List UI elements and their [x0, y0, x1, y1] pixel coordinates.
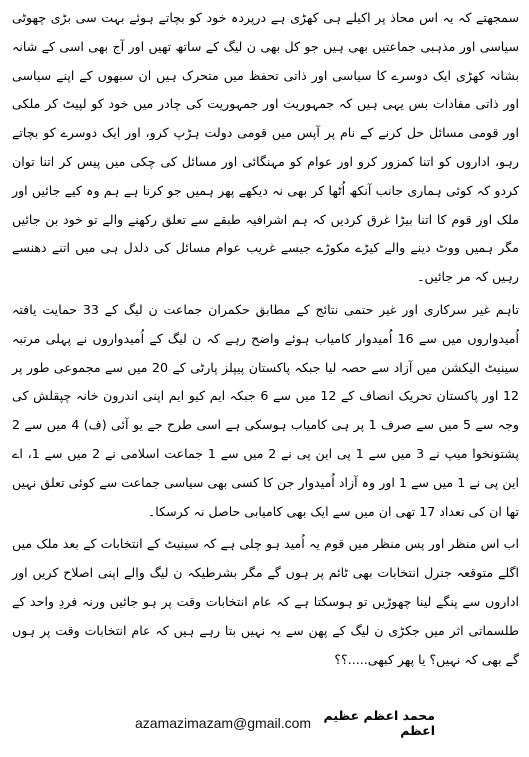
article-body: [12, 4, 519, 674]
article-footer: [135, 708, 435, 738]
article-paragraph-3: اب اس منظر اور پس منظر میں قوم یہ اُمید ہو چلی ہے کہ سینیٹ کے انتخابات کے بعد ملک میں اگلے متوقعہ جنرل انتخابات بھی ٹائم پر ہوں گے مگر بشرطیکہ ن لیگ والے اپنی اصلاح کریں اور اداروں سے پنگے لینا چھوڑیں تو ہوسکتا ہے کہ عام انتخابات وقت پر ہو جائیں ورنہ فردِ واحد کے طلسماتی اثر میں جکڑی ن لیگ کے پھن سے یہ نہیں بتا رہے ہیں کہ عام انتخابات وقت پر ہوں گے بھی کہ نہیں؟ یا پھر کبھی.....؟؟: [12, 536, 519, 667]
article-paragraph-2: تاہم غیر سرکاری اور غیر حتمی نتائج کے مطابق حکمران جماعت ن لیگ کے 33 حمایت یافتہ اُمیدواروں میں سے 16 اُمیدوار کامیاب ہوئے واضح رہے کہ ن لیگ کے اُمیدواروں نے پہلی مرتبہ سینیٹ الیکشن میں آزاد سے حصہ لیا جبکہ پاکستان پیپلز پارٹی کے 20 میں سے مجموعی طور پر 12 اور پاکستان تحریک انصاف کے 12 میں سے 6 جبکہ ایم کیو ایم اپنی اندرون خانہ چپقلش کی وجہ سے 5 میں سے صرف 1 پر ہی کامیاب ہوسکی ہے اسی طرح جے یو آئی (ف) 4 میں سے 2 پشتونخوا میپ نے 3 میں سے 1 پی این پی نے 2 میں سے 1 جماعت اسلامی نے 2 میں سے 1، اے این پی نے 1 میں سے 1 اور وہ آزاد اُمیدوار جن کا کسی بھی سیاسی جماعت سے کوئی تعلق نہیں تھا ان کی تعداد 17 تھی ان میں سے ایک بھی کامیابی حاصل نہ کرسکا۔: [12, 301, 520, 519]
author-name: محمد اعظم عظیم اعظم: [323, 708, 435, 738]
article-paragraph-1: سمجھتے کہ یہ اس محاذ پر اکیلے ہی کھڑی ہے درپردہ خود کو بچاتے ہوئے بہت سی بڑی چھوٹی سیاسی اور مذہبی جماعتیں بھی ہیں جو کل بھی ن لیگ کے ساتھ تھیں اور آج بھی اسی کے شانہ بشانہ کھڑی ایک دوسرے کا سیاسی اور ذاتی تحفظ میں متحرک ہیں ان سبھوں کے اپنے سیاسی اور ذاتی مفادات بس یہی ہیں کہ جمہوریت اور جمہوریت کی چادر میں خود کو لپیٹ کر ملکی اور قومی مسائل حل کرنے کے نام پر آپس میں قومی دولت ہڑپ کرو، اور ایک دوسرے کو بچاتے رہو، اداروں کو اتنا کمزور کرو اور عوام کو مہنگائی اور مسائل کی چکی میں پیس کر اتنا توان کردو کہ کوئی ہماری جانب آنکھ اُٹھا کر بھی نہ دیکھے پھر ہمیں جو کرنا ہے ہم وہ کیے جائیں اور ملک اور قوم کا اتنا بیڑا غرق کردیں کہ ہم اشرافیہ طبقے سے تعلق رکھنے والے تو خود بن جائیں مگر ہمیں ووٹ دینے والے کیڑے مکوڑے جیسے غریب عوام مسائل کی دلدل ہی میں اتنے دھنسے رہیں کہ مر جائیں۔: [12, 10, 519, 285]
author-email: azamazimazam@gmail.com: [135, 715, 312, 731]
